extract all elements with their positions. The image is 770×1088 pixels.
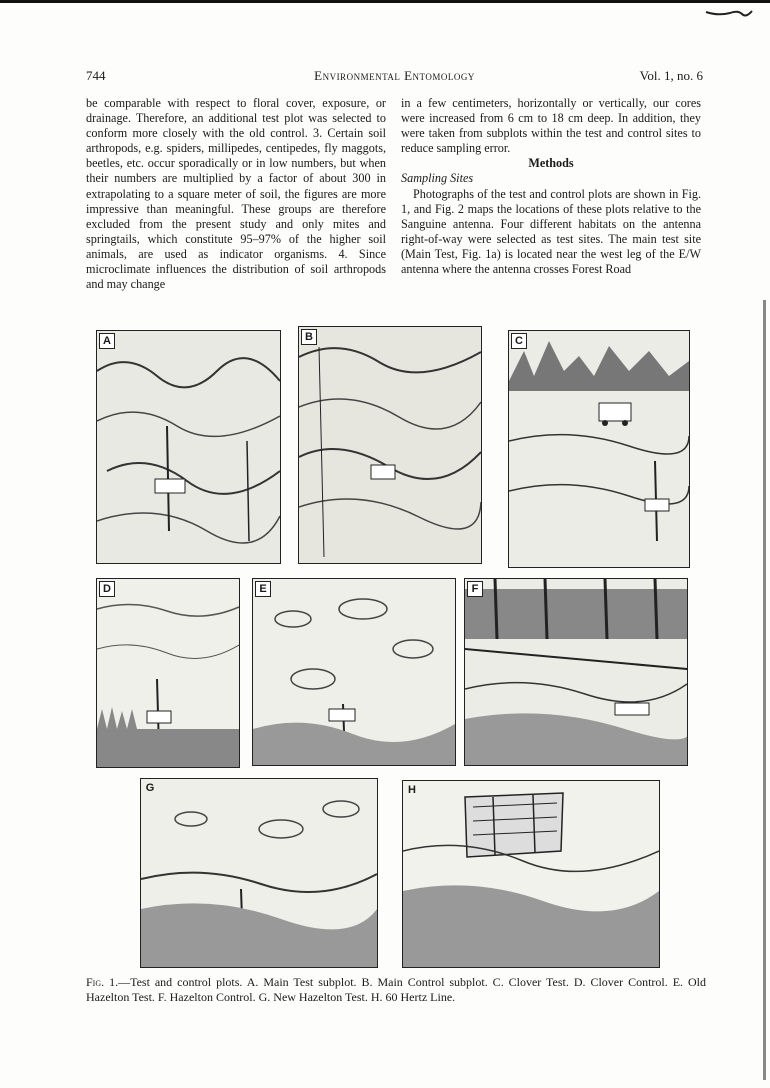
pen-mark-icon — [704, 6, 756, 20]
figure-panel-f — [464, 578, 688, 766]
panel-label: A — [99, 333, 115, 349]
body-paragraph: be comparable with respect to floral cover, exposure, or drainage. Therefore, an additional test plot was selected to conform more closely with the old control. 3. Certain soil arthropods, e.g. spiders, millipedes, centipedes, fly maggots, beetles, etc. occur sporadically or in low numbers, but when their numbers are multiplied by a factor of about 300 in extrapolating to a square meter of soil, the figures are more impressive than meaningful. These groups are therefore excluded from the present study and only mites and springtails, which constitute 95–97% of the higher soil animals, are used as indicator organisms. 4. Since microclimate influences the distribution of soil arthropods and may change — [86, 96, 386, 292]
figure-caption — [86, 975, 706, 1004]
running-header — [86, 68, 703, 86]
panel-label: C — [511, 333, 527, 349]
body-paragraph: in a few centimeters, horizontally or vertically, our cores were increased from 6 cm to 18 cm deep. In addition, they were taken from subplots within the test and control sites to reduce sampling error. — [401, 96, 701, 156]
forest-edge-photo — [465, 579, 687, 765]
ground-cover-photo — [141, 779, 377, 967]
vegetation-photo — [299, 327, 481, 563]
figure-panel-h — [402, 780, 660, 968]
figure-panel-b — [298, 326, 482, 564]
panel-label: D — [99, 581, 115, 597]
clearing-with-vehicle-photo — [509, 331, 689, 567]
page-right-edge — [763, 300, 766, 1080]
page-number: 744 — [86, 68, 106, 83]
caption-prefix: Fig. 1. — [86, 975, 119, 989]
figure-panel-c — [508, 330, 690, 568]
subsection-heading: Sampling Sites — [401, 171, 474, 186]
power-line-tower-photo — [403, 781, 659, 967]
grassland-photo — [97, 579, 239, 767]
field-photo — [253, 579, 455, 765]
panel-label: G — [145, 782, 155, 794]
panel-label: H — [408, 784, 416, 796]
figure-panel-d — [96, 578, 240, 768]
panel-label: F — [467, 581, 483, 597]
figure-panel-a — [96, 330, 281, 564]
section-heading: Methods — [528, 156, 574, 171]
body-paragraph: Photographs of the test and control plots are shown in Fig. 1, and Fig. 2 maps the locations of these plots relative to the Sanguine antenna. Four different habitats on the antenna right-of-way were selected as test sites. The main test site (Main Test, Fig. 1a) is located near the west leg of the E/W antenna where the antenna crosses Forest Road — [401, 186, 701, 277]
caption-text: —Test and control plots. A. Main Test subplot. B. Main Control subplot. C. Clover Test. D. Clover Control. E. Old Hazelton Test. F. Hazelton Control. G. New Hazelton Test. H. 60 Hertz Line. — [86, 975, 706, 1004]
panel-label: B — [301, 329, 317, 345]
figure-panel-g — [140, 778, 378, 968]
volume-info: Vol. 1, no. 6 — [639, 68, 703, 83]
panel-label: E — [255, 581, 271, 597]
right-column — [401, 96, 701, 277]
figure-panel-e — [252, 578, 456, 766]
left-column — [86, 96, 386, 292]
vegetation-photo — [97, 331, 280, 563]
journal-title: Environmental Entomology — [314, 68, 475, 83]
page-top-edge — [0, 0, 770, 3]
